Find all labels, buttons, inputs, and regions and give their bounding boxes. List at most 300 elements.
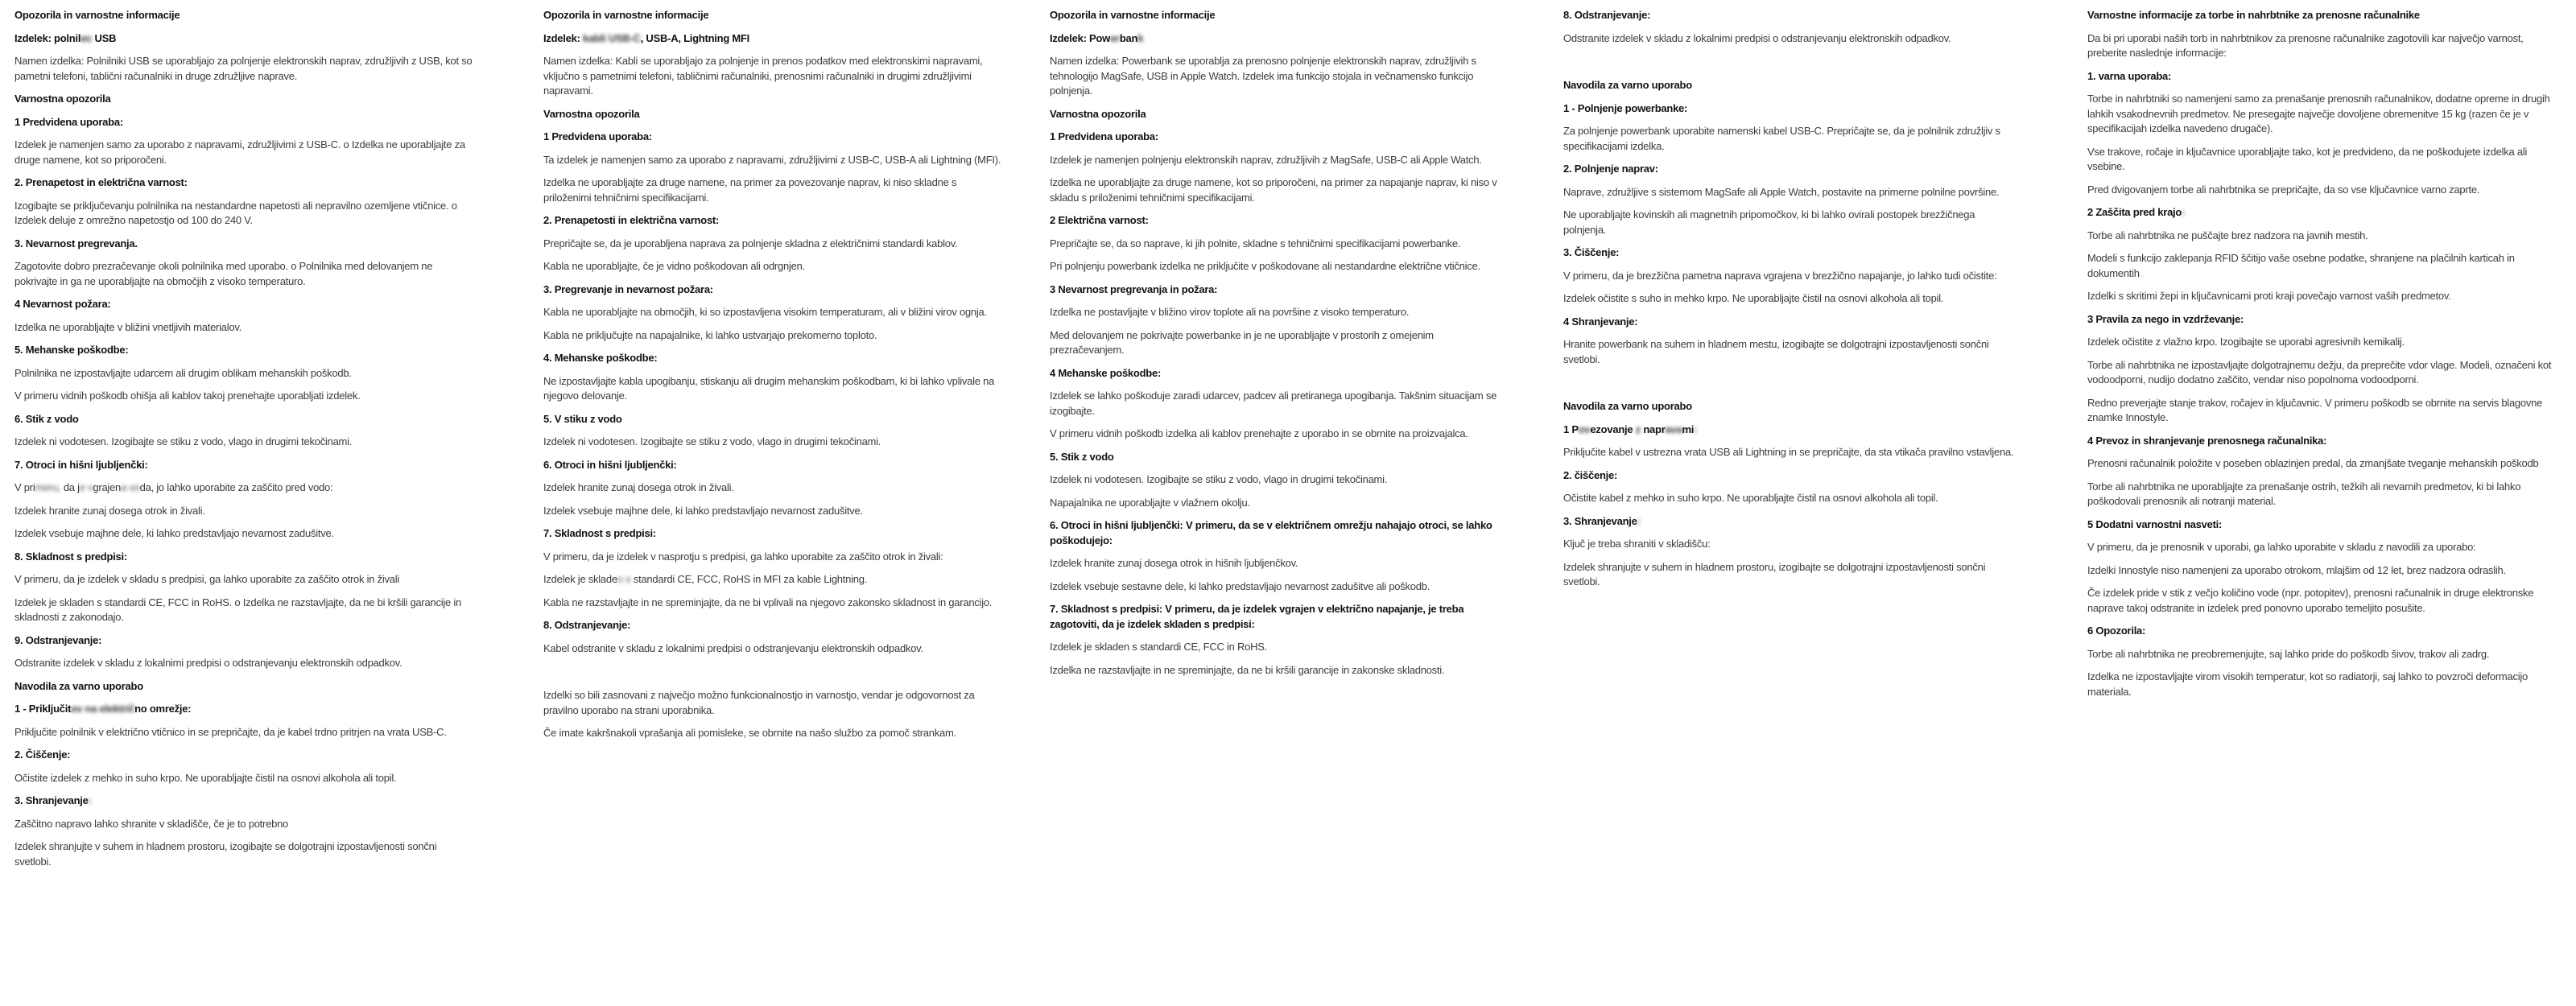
text-run: V primeru vidnih poškodb izdelka ali kablov prenehajte z uporabo in se obrnite na proizvajalca. (1050, 427, 1468, 439)
text-run: Kabla ne razstavljajte in ne spreminjajte, da ne bi vplivali na njegovo zakonsko skladnost in garancijo. (543, 596, 993, 608)
paragraph (14, 504, 475, 519)
section-heading (543, 8, 1004, 23)
text-run: 5. V stiku z vodo (543, 412, 622, 425)
section-heading (14, 92, 475, 107)
paragraph (14, 435, 475, 450)
blurred-text: ava (1665, 423, 1682, 435)
text-run: Varnostna opozorila (1050, 107, 1146, 120)
text-run: Izdelek shranjujte v suhem in hladnem prostoru, izogibajte se dolgotrajni izpostavljenosti sončni svetlobi. (14, 840, 437, 868)
column-3 (1050, 8, 1505, 686)
paragraph (1050, 54, 1505, 99)
text-run: Priključite polnilnik v električno vtičnico in se prepričajte, da je kabel trdno pritrjen na vrata USB-C. (14, 725, 447, 738)
text-run: Pri polnjenju powerbank izdelka ne priključite v poškodovane ali nestandardne električne vtičnice. (1050, 260, 1480, 272)
text-run: Izdelek hranite zunaj dosega otrok in hišnih ljubljenčkov. (1050, 557, 1298, 569)
text-run: Izdelek: Pow (1050, 31, 1111, 44)
text-run: 7. Skladnost s predpisi: (543, 527, 656, 539)
section-heading (2087, 69, 2556, 85)
text-run: Izdelek je namenjen polnjenju elektronskih naprav, združljivih z MagSafe, USB-C ali Apple Watch. (1050, 153, 1482, 166)
paragraph (2087, 229, 2556, 244)
paragraph (2087, 183, 2556, 198)
text-run: USB (92, 31, 117, 44)
section-heading (2087, 8, 2556, 23)
text-run: 3. Nevarnost pregrevanja. (14, 237, 138, 249)
blurred-text: z (1635, 423, 1641, 435)
paragraph (543, 153, 1004, 168)
text-run: Izogibajte se priključevanju polnilnika na nestandardne napetosti ali nepravilno ozemljene vtičnice. o Izdelek deluje z omrežno napetostjo od 100 do 240 V. (14, 199, 457, 226)
text-run: 2. Prenapetosti in električna varnost: (543, 214, 720, 226)
column-5 (2087, 8, 2556, 707)
blurred-text: : (1694, 423, 1698, 435)
text-run: Navodila za varno uporabo (14, 679, 143, 692)
paragraph (543, 641, 1004, 657)
text-run: Odstranite izdelek v skladu z lokalnimi predpisi o odstranjevanju elektronskih odpadkov. (14, 657, 402, 669)
text-run: Izdelek: (543, 31, 584, 44)
text-run: mi (1682, 423, 1695, 435)
text-run: 7. Skladnost s predpisi: V primeru, da je izdelek vgrajen v električno napajanje, je treba zagotoviti, da je izdelek skladen s predpisi: (1050, 603, 1464, 630)
paragraph (1563, 560, 2019, 590)
paragraph (14, 389, 475, 404)
paragraph (14, 526, 475, 542)
text-run: 6 Opozorila: (2087, 625, 2146, 637)
section-heading (14, 237, 475, 252)
paragraph (1050, 259, 1505, 274)
text-run: 6. Otroci in hišni ljubljenčki: (543, 458, 677, 471)
paragraph (2087, 289, 2556, 304)
text-run: Kabla ne uporabljajte na območjih, ki so izpostavljena visokim temperaturam, ali v bližini virov ognja. (543, 306, 987, 318)
text-run: 8. Odstranjevanje: (1563, 9, 1651, 21)
section-heading (2087, 434, 2556, 449)
text-run: 4 Mehanske poškodbe: (1050, 366, 1162, 379)
section-heading (1050, 130, 1505, 145)
blurred-text: ev na električ (71, 703, 135, 715)
text-run: 1 P (1563, 423, 1579, 435)
paragraph (2087, 145, 2556, 175)
text-run: Ne izpostavljajte kabla upogibanju, stiskanju ali drugim mehanskim poškodbam, ki bi lahko vplivale na njegovo delovanje. (543, 374, 995, 402)
paragraph (2087, 92, 2556, 137)
paragraph (1050, 640, 1505, 655)
text-run: Izdelek: polnil (14, 31, 81, 44)
text-run: 8. Odstranjevanje: (543, 619, 631, 631)
text-run: 1 - Polnjenje powerbanke: (1563, 101, 1688, 114)
blurred-text: k (1137, 31, 1144, 44)
section-heading (1563, 245, 2019, 261)
paragraph (1050, 579, 1505, 595)
paragraph (1563, 291, 2019, 307)
text-run: 3. Shranjevanje (14, 794, 89, 806)
section-heading (543, 526, 1004, 542)
section-heading (1563, 514, 2019, 530)
text-run: Za polnjenje powerbank uporabite namenski kabel USB-C. Prepričajte se, da je polnilnik združljiv s specifikacijami izdelka. (1563, 125, 2000, 152)
paragraph (1563, 537, 2019, 552)
section-heading (14, 550, 475, 565)
section-heading (1050, 602, 1505, 632)
text-run: 8. Skladnost s predpisi: (14, 550, 127, 563)
text-run: Ta izdelek je namenjen samo za uporabo z napravami, združljivimi z USB-C, USB-A ali Lightning (MFI). (543, 153, 1001, 166)
section-heading (14, 115, 475, 130)
text-run: Izdelek vsebuje majhne dele, ki lahko predstavljajo nevarnost zadušitve. (14, 527, 334, 539)
text-run: Prepričajte se, da so naprave, ki jih polnite, skladne s tehničnimi specifikacijami powerbanke. (1050, 237, 1461, 249)
paragraph (543, 54, 1004, 99)
text-run: 4. Mehanske poškodbe: (543, 352, 658, 364)
text-run: Izdelka ne izpostavljajte virom visokih temperatur, kot so radiatorji, saj lahko to povzroči deformacijo materiala. (2087, 670, 2528, 698)
text-run: da, jo lahko uporabite za zaščito pred vodo: (139, 481, 333, 493)
text-run: Opozorila in varnostne informacije (14, 9, 180, 21)
text-run: Pred dvigovanjem torbe ali nahrbtnika se prepričajte, da so vse ključavnice varno zaprte. (2087, 183, 2480, 196)
section-heading (14, 297, 475, 312)
section-heading (14, 794, 475, 809)
section-heading (14, 458, 475, 473)
paragraph (14, 725, 475, 740)
text-run: 1 Predvidena uporaba: (14, 115, 123, 128)
section-heading (543, 351, 1004, 366)
paragraph (1563, 208, 2019, 237)
paragraph (2087, 335, 2556, 350)
text-run: Izdelek je skladen s standardi CE, FCC in RoHS. (1050, 641, 1268, 653)
text-run: 2 Zaščita pred krajo (2087, 206, 2182, 218)
text-run: 1 Predvidena uporaba: (1050, 130, 1158, 142)
paragraph (2087, 647, 2556, 662)
text-run: Izdelki s skritimi žepi in ključavnicami proti kraji povečajo varnost vaših predmetov. (2087, 290, 2451, 302)
section-heading (1050, 31, 1505, 47)
paragraph (1050, 496, 1505, 511)
section-heading (1050, 213, 1505, 229)
section-heading (14, 748, 475, 763)
section-heading (1563, 399, 2019, 414)
text-run: Torbe in nahrbtniki so namenjeni samo za prenašanje prenosnih računalnikov, dodatne opreme in drugih lahkih vsakodnevnih predmetov. Ne presegajte največje dovoljene obremenitve 15 kg (razen če je v specifikacijah izdelka navedeno drugače). (2087, 93, 2550, 134)
paragraph (2087, 396, 2556, 426)
paragraph (543, 374, 1004, 404)
paragraph (14, 54, 475, 84)
paragraph (14, 839, 475, 869)
text-run: Namen izdelka: Polnilniki USB se uporabljajo za polnjenje elektronskih naprav, združljivih z USB, kot so pametni telefoni, tablični računalniki in druge združljive naprave. (14, 55, 473, 82)
spacer (1563, 54, 2019, 70)
paragraph (1563, 269, 2019, 284)
section-heading (1050, 8, 1505, 23)
text-run: Prenosni računalnik položite v poseben oblazinjen predal, da zmanjšate tveganje mehanskih poškodb (2087, 457, 2539, 469)
text-run: V primeru, da je prenosnik v uporabi, ga lahko uporabite v skladu z navodili za uporabo: (2087, 541, 2476, 553)
text-run: Ključ je treba shraniti v skladišču: (1563, 538, 1711, 550)
text-run: Torbe ali nahrbtnika ne uporabljajte za prenašanje ostrih, težkih ali nevarnih predmetov, ki bi lahko poškodovali prenosnik ali notranji material. (2087, 480, 2521, 507)
section-heading (1563, 468, 2019, 484)
paragraph (543, 726, 1004, 741)
text-run: 1 - Priključit (14, 703, 72, 715)
paragraph (1050, 153, 1505, 168)
text-run: Hranite powerbank na suhem in hladnem mestu, izogibajte se dolgotrajni izpostavljenosti sončni svetlobi. (1563, 338, 1989, 365)
section-heading (1050, 518, 1505, 548)
text-run: Očistite kabel z mehko in suho krpo. Ne uporabljajte čistil na osnovi alkohola ali topil. (1563, 492, 1938, 504)
text-run: Izdelek hranite zunaj dosega otrok in živali. (14, 504, 205, 517)
text-run: V primeru, da je brezžična pametna naprava vgrajena v brezžično napajanje, jo lahko tudi očistite: (1563, 269, 1997, 282)
text-run: Izdelka ne razstavljajte in ne spreminjajte, da ne bi kršili garancije in zakonske skladnosti. (1050, 663, 1445, 676)
section-heading (2087, 312, 2556, 328)
paragraph (2087, 563, 2556, 579)
text-run: Izdelek hranite zunaj dosega otrok in živali. (543, 481, 734, 493)
text-run: Če izdelek pride v stik z večjo količino vode (npr. potopitev), prenosni računalnik in druge elektronske naprave takoj odstranite in izdelek pred ponovno uporabo temeljito posušite. (2087, 587, 2534, 614)
section-heading (2087, 205, 2556, 221)
text-run: Izdelek ni vodotesen. Izogibajte se stiku z vodo, vlago in drugimi tekočinami. (543, 435, 881, 447)
text-run: 2 Električna varnost: (1050, 214, 1149, 226)
section-heading (543, 618, 1004, 633)
blurred-text: : (1637, 514, 1641, 527)
paragraph (1563, 445, 2019, 460)
text-run: Ne uporabljajte kovinskih ali magnetnih pripomočkov, ki bi lahko ovirali postopek brezžičnega polnjenja. (1563, 208, 1975, 236)
text-run: Izdelek ni vodotesen. Izogibajte se stiku z vodo, vlago in drugimi tekočinami. (1050, 473, 1388, 485)
section-heading (2087, 517, 2556, 533)
text-run: 2. Čiščenje: (14, 748, 71, 761)
text-run: Varnostna opozorila (14, 93, 111, 105)
text-run: V primeru, da je izdelek v skladu s predpisi, ga lahko uporabite za zaščito otrok in živali (14, 573, 399, 585)
paragraph (1050, 175, 1505, 205)
paragraph (2087, 31, 2556, 61)
text-run: Da bi pri uporabi naših torb in nahrbtnikov za prenosne računalnike zagotovili kar največjo varnost, preberite naslednje informacije: (2087, 31, 2524, 59)
paragraph (2087, 251, 2556, 281)
text-run: V primeru vidnih poškodb ohišja ali kablov takoj prenehajte uporabljati izdelek. (14, 390, 361, 402)
text-run: 9. Odstranjevanje: (14, 633, 102, 646)
paragraph (1050, 663, 1505, 678)
section-heading (14, 702, 475, 717)
text-run: 3. Čiščenje: (1563, 246, 1620, 258)
text-run: 3. Pregrevanje in nevarnost požara: (543, 282, 713, 295)
text-run: 5. Mehanske poškodbe: (14, 344, 129, 356)
text-run: standardi CE, FCC, RoHS in MFI za kable Lightning. (633, 573, 868, 585)
blurred-text: : (2182, 206, 2186, 218)
text-run: Izdelki so bili zasnovani z največjo možno funkcionalnostjo in varnostjo, vendar je odgovornost za pravilno uporabo na strani uporabnika. (543, 689, 975, 716)
text-run: Namen izdelka: Powerbank se uporablja za prenosno polnjenje elektronskih naprav, združljivih s tehnologijo MagSafe, USB in Apple Watch. Izdelek ima funkcijo stojala in večnamensko funkcijo polnjenja. (1050, 55, 1476, 97)
paragraph (1050, 305, 1505, 320)
blurred-text: er (1110, 31, 1120, 44)
paragraph (543, 305, 1004, 320)
text-run: 4 Nevarnost požara: (14, 298, 111, 310)
paragraph (2087, 586, 2556, 616)
text-run: Varnostna opozorila (543, 107, 640, 120)
text-run: 1 Predvidena uporaba: (543, 130, 652, 142)
section-heading (1050, 282, 1505, 298)
text-run: 5. Stik z vodo (1050, 450, 1114, 463)
spacer (1563, 375, 2019, 391)
section-heading (2087, 624, 2556, 639)
paragraph (1050, 389, 1505, 418)
text-run: Izdelka ne postavljajte v bližino virov toplote ali na površine z visoko temperaturo. (1050, 306, 1410, 318)
section-heading (1050, 450, 1505, 465)
text-run: Izdelek se lahko poškoduje zaradi udarcev, padcev ali pretiranega upogibanja. Takšnim situacijam se izogibajte. (1050, 390, 1497, 417)
text-run: Navodila za varno uporabo (1563, 79, 1692, 91)
paragraph (543, 572, 1004, 588)
text-run: Očistite izdelek z mehko in suho krpo. Ne uporabljajte čistil na osnovi alkohola ali topil. (14, 771, 397, 784)
text-run: 4 Shranjevanje: (1563, 315, 1638, 328)
text-run: napr (1640, 423, 1666, 435)
paragraph (1050, 427, 1505, 442)
paragraph (543, 504, 1004, 519)
section-heading (1563, 101, 2019, 117)
text-run: Izdelek je skladen s standardi CE, FCC in RoHS. o Izdelka ne razstavljajte, da ne bi kršili garancije in skladnosti z zakonodajo. (14, 596, 461, 623)
paragraph (1563, 337, 2019, 367)
paragraph (543, 259, 1004, 274)
text-run: no omrežje: (134, 703, 192, 715)
blurred-text: kabli USB-C (583, 31, 641, 44)
blurred-text: a vo (121, 481, 140, 493)
text-run: Prepričajte se, da je uporabljena naprava za polnjenje skladna z električnimi standardi kablov. (543, 237, 958, 249)
section-heading (14, 8, 475, 23)
paragraph (14, 771, 475, 786)
column-2 (543, 8, 1004, 749)
text-run: Izdelek je sklade (543, 573, 617, 585)
paragraph (543, 480, 1004, 496)
paragraph (14, 320, 475, 336)
text-run: 6. Stik z vodo (14, 412, 79, 425)
paragraph (14, 817, 475, 832)
text-run: Modeli s funkcijo zaklepanja RFID ščitijo vaše osebne podatke, shranjene na plačilnih karticah in dokumentih (2087, 252, 2515, 279)
paragraph (1050, 328, 1505, 358)
section-heading (14, 633, 475, 649)
paragraph (2087, 358, 2556, 388)
paragraph (14, 572, 475, 588)
paragraph (543, 435, 1004, 450)
text-run: 2. Polnjenje naprav: (1563, 163, 1658, 175)
text-run: Naprave, združljive s sistemom MagSafe ali Apple Watch, postavite na primerne polnilne površine. (1563, 185, 2000, 198)
text-run: Varnostne informacije za torbe in nahrbtnike za prenosne računalnike (2087, 9, 2420, 21)
text-run: 7. Otroci in hišni ljubljenčki: (14, 458, 148, 471)
text-run: Polnilnika ne izpostavljajte udarcem ali drugim oblikam mehanskih poškodb. (14, 366, 352, 379)
text-run: Namen izdelka: Kabli se uporabljajo za polnjenje in prenos podatkov med elektronskimi napravami, vključno s pametnimi telefoni, tabličnimi računalniki, prenosnimi računalniki in drugimi združljivimi napravami. (543, 55, 983, 97)
section-heading (1563, 8, 2019, 23)
text-run: Izdelek ni vodotesen. Izogibajte se stiku z vodo, vlago in drugimi tekočinami. (14, 435, 353, 447)
blurred-text: : (88, 794, 92, 806)
text-run: Navodila za varno uporabo (1563, 400, 1692, 412)
section-heading (14, 343, 475, 358)
paragraph (543, 175, 1004, 205)
paragraph (543, 596, 1004, 611)
text-run: Izdelek očistite s suho in mehko krpo. Ne uporabljajte čistil na osnovi alkohola ali topil. (1563, 292, 1944, 304)
text-run: da j (63, 481, 80, 493)
text-run: Izdelek vsebuje majhne dele, ki lahko predstavljajo nevarnost zadušitve. (543, 504, 863, 517)
paragraph (14, 656, 475, 671)
text-run: V pri (14, 481, 35, 493)
paragraph (1563, 491, 2019, 506)
spacer (543, 664, 1004, 680)
paragraph (14, 596, 475, 625)
text-run: Kabla ne priključujte na napajalnike, ki lahko ustvarjajo prekomerno toploto. (543, 328, 877, 341)
text-run: ban (1119, 31, 1138, 44)
section-heading (14, 31, 475, 47)
paragraph (543, 688, 1004, 718)
text-run: Izdelki Innostyle niso namenjeni za uporabo otrokom, mlajšim od 12 let, brez nadzora odraslih. (2087, 563, 2506, 576)
paragraph (2087, 480, 2556, 509)
section-heading (543, 130, 1004, 145)
text-run: Vse trakove, ročaje in ključavnice uporabljajte tako, kot je predvideno, da ne poškodujete izdelka ali vsebine. (2087, 145, 2528, 172)
text-run: Priključite kabel v ustrezna vrata USB ali Lightning in se prepričajte, da sta vtikača pravilno vstavljena. (1563, 446, 2014, 458)
section-heading (14, 679, 475, 695)
section-heading (1050, 366, 1505, 381)
text-run: 3 Pravila za nego in vzdrževanje: (2087, 312, 2244, 325)
section-heading (543, 213, 1004, 229)
text-run: 3 Nevarnost pregrevanja in požara: (1050, 282, 1218, 295)
text-run: Izdelka ne uporabljajte za druge namene, na primer za povezovanje naprav, ki niso skladne s priloženimi tehničnimi specifikacijami. (543, 176, 957, 204)
blurred-text: e v (79, 481, 93, 493)
section-heading (543, 107, 1004, 122)
blurred-text: ov (1578, 423, 1591, 435)
text-run: Kabla ne uporabljajte, če je vidno poškodovan ali odrgnjen. (543, 260, 805, 272)
section-heading (1563, 78, 2019, 93)
text-run: Zaščitno napravo lahko shranite v skladišče, če je to potrebno (14, 817, 289, 830)
blurred-text: meru, (35, 481, 64, 493)
text-run: Redno preverjajte stanje trakov, ročajev in ključavnic. V primeru poškodb se obrnite na servis blagovne znamke Innostyle. (2087, 396, 2543, 423)
section-heading (543, 31, 1004, 47)
section-heading (1563, 315, 2019, 330)
paragraph (14, 199, 475, 229)
paragraph (1563, 185, 2019, 200)
text-run: Med delovanjem ne pokrivajte powerbanke in je ne uporabljajte v prostorih z omejenim prezračevanjem. (1050, 328, 1434, 356)
text-run: 2. čiščenje: (1563, 468, 1618, 481)
column-4 (1563, 8, 2019, 598)
text-run: Napajalnika ne uporabljajte v vlažnem okolju. (1050, 496, 1250, 509)
text-run: Če imate kakršnakoli vprašanja ali pomisleke, se obrnite na našo službo za pomoč strankam. (543, 727, 956, 739)
paragraph (2087, 670, 2556, 699)
text-run: Zagotovite dobro prezračevanje okoli polnilnika med uporabo. o Polnilnika med delovanjem ne pokrivajte in ga ne uporabljajte na območjih z visoko temperaturo. (14, 260, 433, 287)
text-run: 3. Shranjevanje (1563, 514, 1637, 527)
text-run: Izdelka ne uporabljajte za druge namene, kot so priporočeni, na primer za napajanje naprav, ki niso v skladu s priloženimi tehničnimi specifikacijami. (1050, 176, 1497, 204)
text-run: Izdelek shranjujte v suhem in hladnem prostoru, izogibajte se dolgotrajni izpostavljenosti sončni svetlobi. (1563, 560, 1986, 588)
paragraph (1563, 124, 2019, 154)
section-heading (543, 412, 1004, 427)
paragraph (1050, 556, 1505, 571)
paragraph (2087, 540, 2556, 555)
text-run: Opozorila in varnostne informacije (543, 9, 709, 21)
section-heading (14, 175, 475, 191)
paragraph (14, 366, 475, 381)
text-run: ezovanje (1590, 423, 1636, 435)
blurred-text: . (2139, 266, 2143, 279)
text-run: Kabel odstranite v skladu z lokalnimi predpisi o odstranjevanju elektronskih odpadkov. (543, 641, 923, 654)
section-heading (543, 458, 1004, 473)
paragraph (14, 480, 475, 496)
text-run: , USB-A, Lightning MFI (640, 31, 750, 44)
text-run: grajen (93, 481, 122, 493)
text-run: Odstranite izdelek v skladu z lokalnimi predpisi o odstranjevanju elektronskih odpadkov. (1563, 31, 1951, 44)
paragraph (14, 138, 475, 167)
column-1 (14, 8, 475, 877)
text-run: Torbe ali nahrbtnika ne preobremenjujte, saj lahko pride do poškodb šivov, trakov ali zadrg. (2087, 647, 2490, 660)
paragraph (1050, 237, 1505, 252)
text-run: 2. Prenapetost in električna varnost: (14, 176, 188, 188)
blurred-text: ec (80, 31, 93, 44)
paragraph (543, 328, 1004, 344)
text-run: Izdelka ne uporabljajte v bližini vnetljivih materialov. (14, 320, 242, 333)
text-run: Izdelek očistite z vlažno krpo. Izogibajte se uporabi agresivnih kemikalij. (2087, 336, 2405, 348)
text-run: V primeru, da je izdelek v nasprotju s predpisi, ga lahko uporabite za zaščito otrok in živali: (543, 550, 943, 563)
paragraph (2087, 456, 2556, 472)
paragraph (14, 259, 475, 289)
text-run: 4 Prevoz in shranjevanje prenosnega računalnika: (2087, 434, 2327, 447)
section-heading (1050, 107, 1505, 122)
text-run: Torbe ali nahrbtnika ne puščajte brez nadzora na javnih mestih. (2087, 229, 2368, 241)
text-run: 5 Dodatni varnostni nasveti: (2087, 517, 2223, 530)
paragraph (543, 237, 1004, 252)
paragraph (1050, 472, 1505, 488)
text-run: Izdelek je namenjen samo za uporabo z napravami, združljivimi z USB-C. o Izdelka ne uporabljajte za druge namene, kot so priporočeni. (14, 138, 465, 166)
section-heading (543, 282, 1004, 298)
section-heading (1563, 423, 2019, 438)
text-run: 6. Otroci in hišni ljubljenčki: V primeru, da se v električnem omrežju nahajajo otroci, se lahko poškodujejo: (1050, 519, 1492, 546)
paragraph (543, 550, 1004, 565)
text-run: Izdelek vsebuje sestavne dele, ki lahko predstavljajo nevarnost zadušitve ali poškodb. (1050, 579, 1430, 592)
text-run: Torbe ali nahrbtnika ne izpostavljajte dolgotrajnemu dežju, da preprečite vdor vlage. Modeli, označeni kot vodoodporni, nudijo dodatno zaščito, vendar niso popolnoma vodoodporni. (2087, 358, 2552, 385)
section-heading (14, 412, 475, 427)
text-run: Opozorila in varnostne informacije (1050, 9, 1216, 21)
text-run: 1. varna uporaba: (2087, 69, 2172, 82)
paragraph (1563, 31, 2019, 47)
blurred-text: n s (617, 573, 634, 585)
section-heading (1563, 162, 2019, 177)
